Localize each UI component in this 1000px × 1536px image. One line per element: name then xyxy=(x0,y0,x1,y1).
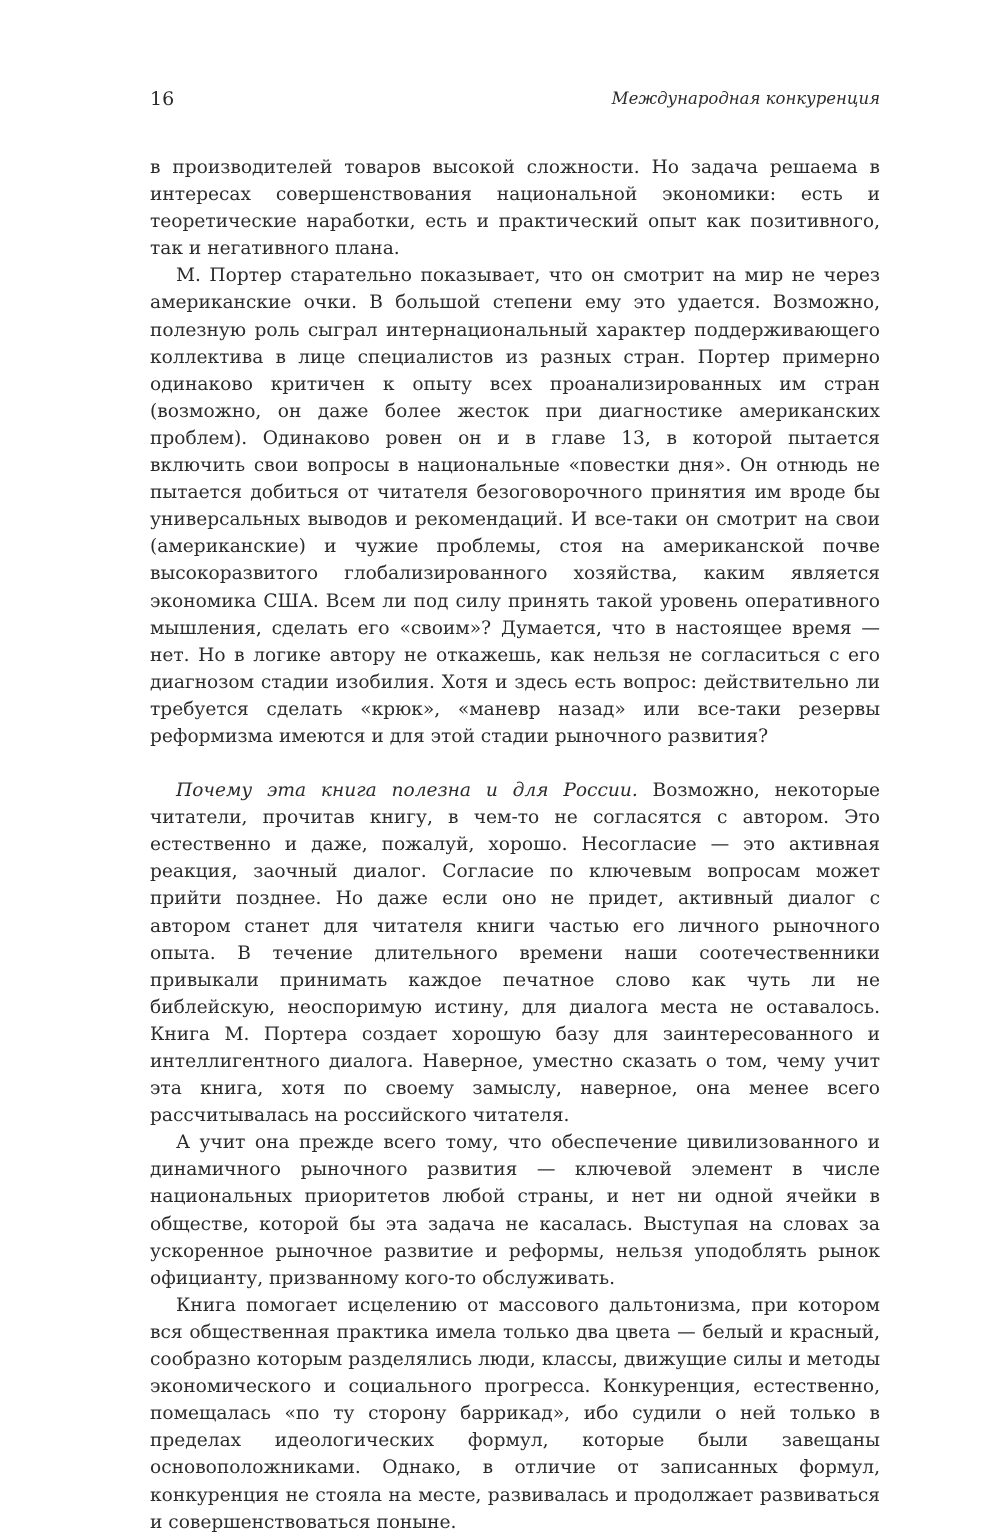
paragraph-4: А учит она прежде всего тому, что обеспечение цивилизованного и динамичного рыночного развития — ключевой элемент в числе национальных приоритетов любой страны, и нет ни одной ячейки в обществе, которой бы эта задача не касалась. Выступая на словах за ускоренное рыночное развитие и реформы, нельзя уподоблять рынок официанту, призванному кого-то обслуживать. xyxy=(150,1132,880,1289)
section-lead-in: Почему эта книга полезна и для России. xyxy=(176,780,638,802)
page-body xyxy=(150,154,880,1536)
page-header xyxy=(150,86,880,116)
paragraph-5: Книга помогает исцелению от массового дальтонизма, при котором вся общественная практика имела только два цвета — белый и красный, сообразно которым разделялись люди, классы, движущие силы и методы экономического и социального прогресса. Конкуренция, естественно, помещалась «по ту сторону баррикад», ибо судили о ней только в пределах идеологических формул, которые были завещаны основоположниками. Однако, в отличие от записанных формул, конкуренция не стояла на месте, развивалась и продолжает развиваться и совершенствоваться поныне. xyxy=(150,1294,880,1533)
paragraph-1: в производителей товаров высокой сложности. Но задача решаема в интересах совершенствования национальной экономики: есть и теоретические наработки, есть и практический опыт как позитивного, так и негативного плана. xyxy=(150,157,880,260)
running-title: Международная конкуренция xyxy=(611,89,880,108)
paragraph-2: М. Портер старательно показывает, что он смотрит на мир не через американские очки. В большой степени ему это удается. Возможно, полезную роль сыграл интернациональный характер поддерживающего коллектива в лице специалистов из разных стран. Портер примерно одинаково критичен к опыту всех проанализированных им стран (возможно, он даже более жесток при диагностике американских проблем). Одинаково ровен он и в главе 13, в которой пытается включить свои вопросы в национальные «повестки дня». Он отнюдь не пытается добиться от читателя безоговорочного принятия им вроде бы универсальных выводов и рекомендаций. И все-таки он смотрит на свои (американские) и чужие проблемы, стоя на американской почве высокоразвитого глобализированного хозяйства, каким является экономика США. Всем ли под силу принять такой уровень оперативного мышления, сделать его «своим»? Думается, что в настоящее время — нет. Но в логике автору не откажешь, как нельзя не согласиться с его диагнозом стадии изобилия. Хотя и здесь есть вопрос: действительно ли требуется сделать «крюк», «маневр назад» или все-таки резервы реформизма имеются и для этой стадии рыночного развития? xyxy=(150,265,880,747)
paragraph-3 xyxy=(150,777,880,1129)
page-number: 16 xyxy=(150,88,175,110)
paragraph-3-text: Возможно, некоторые читатели, прочитав книгу, в чем-то не согласятся с автором. Это естественно и даже, пожалуй, хорошо. Несогласие — это активная реакция, заочный диалог. Согласие по ключевым вопросам может прийти позднее. Но даже если оно не придет, активный диалог с автором станет для читателя книги частью его личного рыночного опыта. В течение длительного времени наши соотечественники привыкали принимать каждое печатное слово как чуть ли не библейскую, неоспоримую истину, для диалога места не оставалось. Книга М. Портера создает хорошую базу для заинтересованного и интеллигентного диалога. Наверное, уместно сказать о том, чему учит эта книга, хотя по своему замыслу, наверное, она менее всего рассчитывалась на российского читателя. xyxy=(150,780,880,1127)
